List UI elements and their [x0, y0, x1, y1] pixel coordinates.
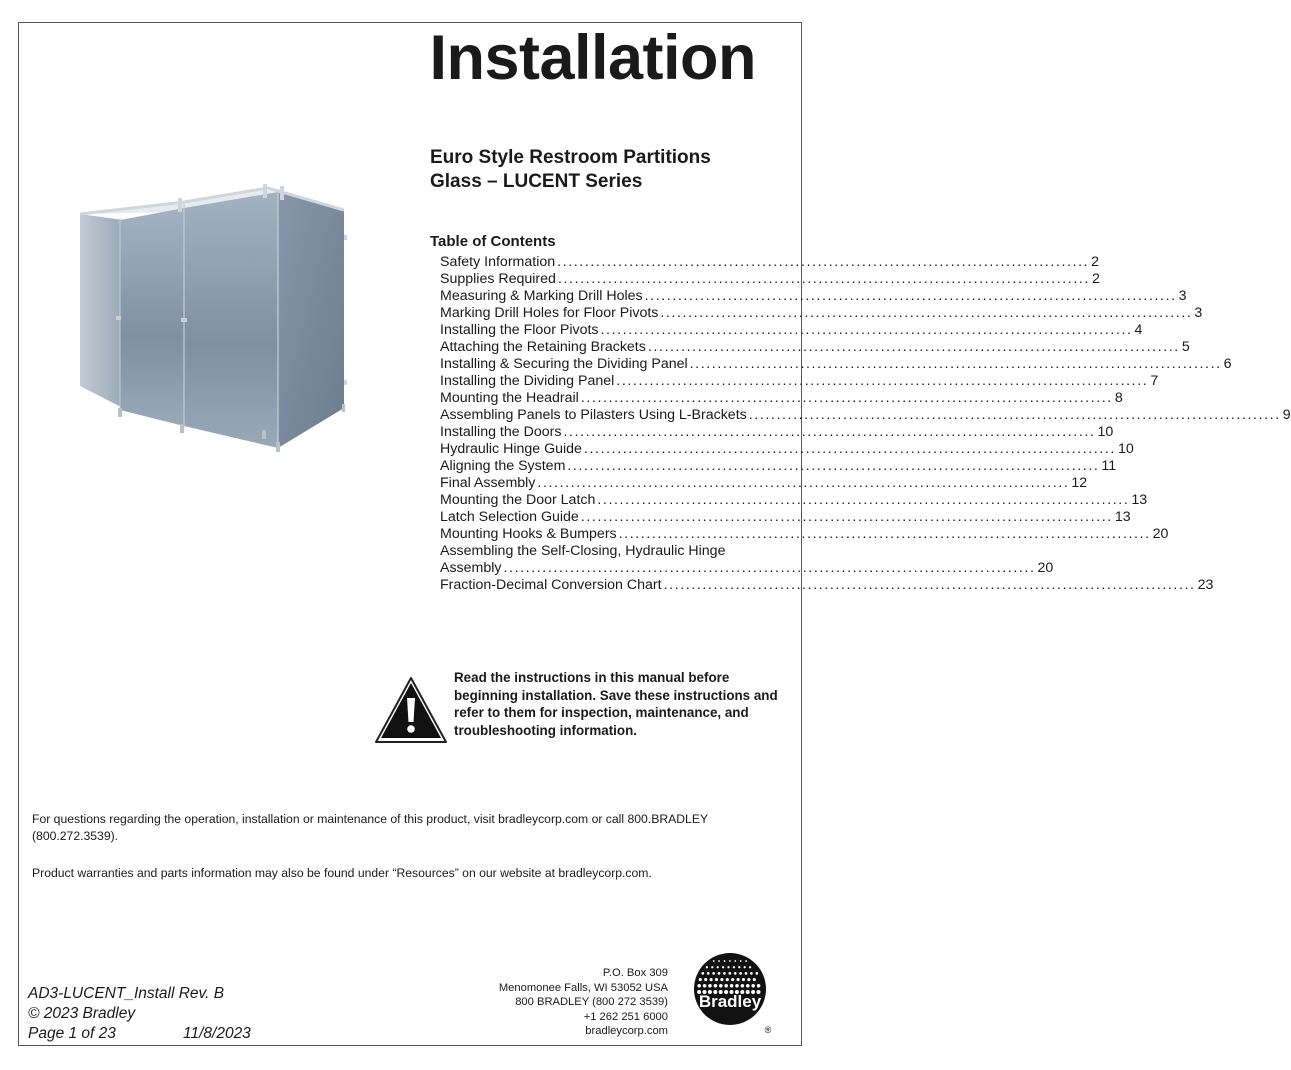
logo-dot — [729, 960, 731, 962]
toc-item[interactable]: Mounting the Door Latch ................................................................................................ 13 — [440, 492, 1148, 508]
logo-dot — [728, 972, 731, 975]
logo-dot — [704, 978, 707, 981]
copyright: © 2023 Bradley — [28, 1005, 136, 1022]
logo-dot — [730, 984, 734, 988]
logo-dot — [703, 984, 707, 988]
toc-item[interactable]: Installing & Securing the Dividing Panel ................................................................................................ 6 — [440, 356, 1232, 372]
logo-dot — [744, 966, 746, 968]
toc-item[interactable]: Assembling Panels to Pilasters Using L-Brackets ................................................................................................ 9 — [440, 407, 1291, 423]
logo-dot — [737, 978, 740, 981]
logo-dot — [745, 972, 748, 975]
logo-dot — [723, 972, 726, 975]
bradley-logo — [692, 951, 774, 1035]
logo-dot — [745, 960, 747, 962]
toc-item[interactable]: Aligning the System ................................................................................................ 11 — [440, 458, 1117, 474]
logo-dot — [742, 978, 745, 981]
logo-dot — [741, 984, 745, 988]
logo-dot — [746, 984, 750, 988]
logo-dot — [715, 978, 718, 981]
logo-dot — [750, 972, 753, 975]
company-address: P.O. Box 309 Menomonee Falls, WI 53052 USA 800 BRADLEY (800 272 3539) +1 262 251 6000 bradleycorp.com — [498, 967, 668, 1037]
toc-item[interactable]: Installing the Doors ................................................................................................ 10 — [440, 424, 1114, 440]
logo-dot — [726, 978, 729, 981]
page-title: Installation — [429, 23, 756, 93]
toc-item[interactable]: Latch Selection Guide ................................................................................................ 13 — [440, 509, 1131, 525]
logo-dot — [711, 966, 713, 968]
logo-dot — [753, 978, 756, 981]
logo-dot — [722, 966, 724, 968]
toc-item[interactable]: Safety Information ................................................................................................ 2 — [440, 254, 1100, 270]
page-number: Page 1 of 23 — [28, 1025, 116, 1042]
logo-dot — [724, 984, 728, 988]
logo-dot — [739, 972, 742, 975]
toc-item[interactable]: Installing the Dividing Panel ................................................................................................ 7 — [440, 373, 1159, 389]
warning-triangle-icon — [374, 676, 448, 744]
logo-dot — [697, 984, 701, 988]
logo-dot — [733, 966, 735, 968]
logo-dot — [747, 978, 750, 981]
product-title — [430, 146, 711, 194]
toc-item[interactable]: Measuring & Marking Drill Holes ................................................................................................ 3 — [440, 288, 1187, 304]
toc-heading: Table of Contents — [430, 233, 556, 250]
logo-dot — [718, 960, 720, 962]
toc-item[interactable]: Hydraulic Hinge Guide ................................................................................................ 10 — [440, 441, 1134, 457]
logo-dot — [719, 984, 723, 988]
warranty-info: Product warranties and parts information may also be found under “Resources” on our website at bradleycorp.com. — [32, 866, 652, 880]
logo-dot — [724, 960, 726, 962]
toc-item[interactable]: Final Assembly ................................................................................................ 12 — [440, 475, 1088, 491]
document-id: AD3-LUCENT_Install Rev. B — [28, 985, 225, 1002]
logo-dot — [699, 978, 702, 981]
logo-dot — [749, 966, 751, 968]
logo-dot — [740, 960, 742, 962]
partition-illustration — [68, 180, 358, 460]
logo-dot — [720, 978, 723, 981]
toc-item[interactable]: Mounting Hooks & Bumpers ................................................................................................ 20 — [440, 526, 1169, 542]
logo-dot — [757, 984, 761, 988]
document-info — [28, 984, 251, 1044]
table-of-contents — [440, 254, 1291, 594]
logo-dot — [738, 966, 740, 968]
logo-dot — [734, 960, 736, 962]
toc-item[interactable]: Attaching the Retaining Brackets ................................................................................................ 5 — [440, 339, 1190, 355]
logo-dot — [718, 972, 721, 975]
logo-dot — [713, 960, 715, 962]
logo-dot — [727, 966, 729, 968]
logo-dot — [734, 972, 737, 975]
logo-dot — [717, 966, 719, 968]
logo-dot — [751, 984, 755, 988]
logo-dot — [708, 984, 712, 988]
toc-item-wrapped[interactable]: Assembling the Self-Closing, Hydraulic Hinge Assembly ................................................................................................ 20 — [440, 543, 1054, 576]
toc-item[interactable]: Mounting the Headrail ................................................................................................ 8 — [440, 390, 1123, 406]
logo-dot — [735, 984, 739, 988]
logo-dot — [710, 978, 713, 981]
toc-item[interactable]: Supplies Required ................................................................................................ 2 — [440, 271, 1100, 287]
document-date: 11/8/2023 — [183, 1025, 251, 1042]
logo-dot — [706, 966, 708, 968]
logo-dot — [701, 972, 704, 975]
product-title-line-2: Glass – LUCENT Series — [430, 171, 643, 192]
logo-dot — [714, 984, 718, 988]
logo-dot — [731, 978, 734, 981]
logo-wordmark: Bradley — [698, 992, 762, 1011]
logo-dot — [712, 972, 715, 975]
logo-dot — [707, 972, 710, 975]
toc-item[interactable]: Marking Drill Holes for Floor Pivots ................................................................................................ 3 — [440, 305, 1203, 321]
registered-mark: ® — [764, 1025, 772, 1035]
contact-info: For questions regarding the operation, installation or maintenance of this product, visit bradleycorp.com or call 800.BRADLEY (800.272.3539). — [32, 812, 708, 843]
toc-item[interactable]: Fraction-Decimal Conversion Chart ................................................................................................ 23 — [440, 577, 1214, 593]
website-link[interactable]: bradleycorp.com — [585, 1025, 668, 1037]
warning-message: Read the instructions in this manual before beginning installation. Save these instructions and refer to them for inspection, maintenance, and troubleshooting information. — [454, 670, 778, 738]
product-title-line-1: Euro Style Restroom Partitions — [430, 147, 711, 168]
logo-dot — [755, 972, 758, 975]
toc-item[interactable]: Installing the Floor Pivots ................................................................................................ 4 — [440, 322, 1143, 338]
